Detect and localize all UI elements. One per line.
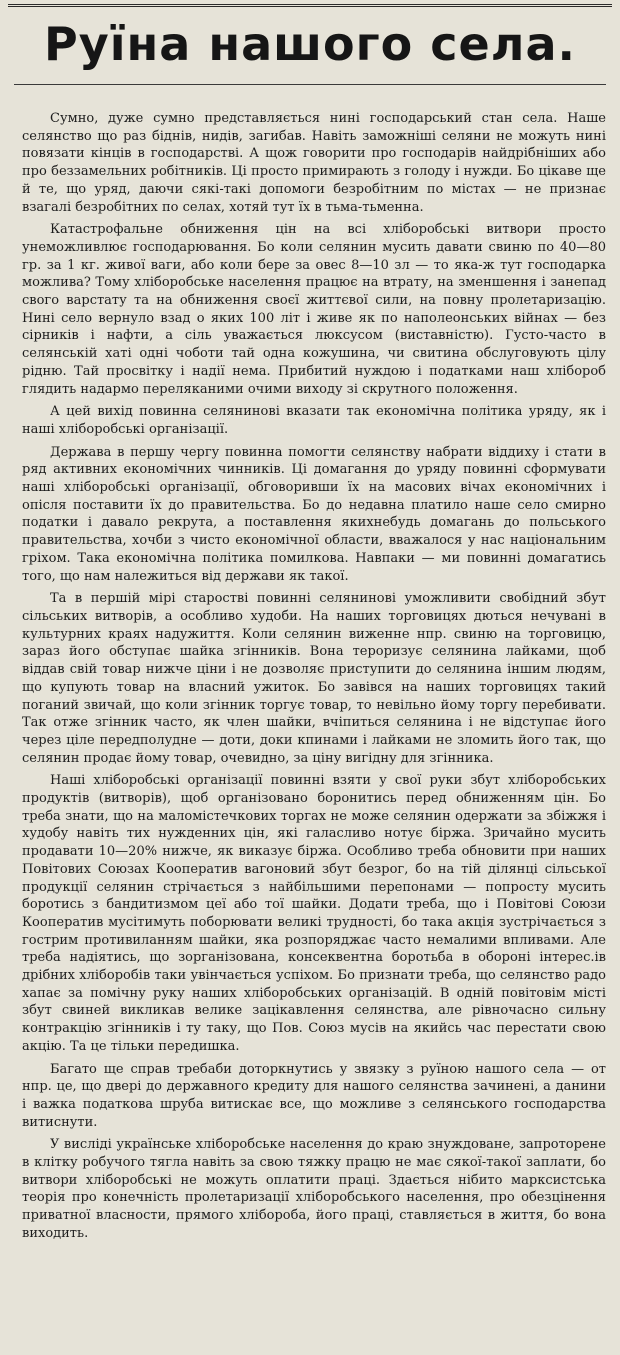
paragraph: А цей вихід повинна селянинові вказати так економічна політика уряду, як і наші хліборобські організації. [22,404,606,437]
paragraph: Катастрофальне обниження цін на всі хліборобські витвори просто унеможливлює господарювання. Бо коли селянин мусить давати свиню по 40—80 гр. за 1 кг. живої ваги, або коли бере за овес 8—10 зл — то яка-ж тут господарка можлива? Тому хліборобське населення працює на втрату, на зменшення і занепад свого варстату та на обниження своєї життєвої сили, на повну пролетаризацію. Нині село вернуло взад о яких 100 літ і живе як по наполеонських війнах — без сірників і нафти, а сіль уважається люксусом (виставністю). Густо-часто в селянській хаті одні чоботи тай одна кожушина, чи свитина обслуговують цілу рідню. Тай просвітку і надії нема. Прибитий нуждою і податками наш хлібороб глядить надармо переляканими очими виходу зі скрутного положення. [22,222,606,397]
article-title: Руїна нашого села. [44,17,576,71]
paragraph: Багато ще справ требаби доторкнутись у звязку з руїною нашого села — от нпр. це, що двері до державного кредиту для нашого селянства зачинені, а данини і важка податкова шруба витискає все, що можливе з селянського господарства витиснути. [22,1061,606,1130]
paragraph: Наші хліборобські організації повинні взяти у свої руки збут хліборобських продуктів (витворів), щоб організовано боронитись перед обниженням цін. Бо треба знати, що на маломістечкових торгах не може селянин одержати за збіжжя і худобу навіть тих нужденних цін, які галасливо нотує біржа. Зричайно мусить продавати 10—20% нижче, як виказує біржа. Особливо треба обновити при наших Повітових Союзах Кооператив вагоновий збут безрог, бо на тій ділянці сільської продукції селянин стрічається з найбільшими перепонами — попросту мусить боротись з бандитизмом цеї або тої шайки. Додати треба, що і Повітові Союзи Кооператив мусітимуть поборювати великі трудності, бо така акція зустрічається з гострим противиланням шайки, яка розпоряджає часто немалими впливами. Але треба надіятись, що зорганізована, консеквентна боротьба в обороні інтерес.ів дрібних хліборобів таки увінчається успіхом. Бо признати треба, що селянство радо хапає за помічну руку наших хліборобських організацій. В одній повітовім місті збут свиней викликав велике зацікавлення селянства, але рівночасно сильну контракцію згінників і ту таку, що Пов. Союз мусів на якийсь час перестати свою акцію. Та це тільки передишка. [22,773,606,1054]
top-rule [8,4,612,7]
paragraph: Держава в першу чергу повинна помогти селянству набрати віддиху і стати в ряд активних економічних чинників. Ці домагання до уряду повинні сформувати наші хліборобські організації, обговоривши їх на масових вічах економічних і опісля поставити їх до правительства. Бо до недавна платило наше село смирно податки і давало рекрута, а поставлення якихнебудь домагань до польського правительства, хочби з чисто економічної области, вважалося у нас національним гріхом. Така економічна політика помилкова. Навпаки — ми повинні домагатись того, що нам належиться від держави як такої. [22,444,606,584]
paragraph: У висліді українське хліборобське населення до краю знуждоване, запроторене в клітку робучого тягла навіть за свою тяжку працю не має сякої-такої заплати, бо витвори хліборобські не можуть оплатити праці. Здається нібито марксистська теорія про конечність пролетаризації хліборобського населення, про обезцінення приватної власности, прямого хлібороба, його праці, ставляється в життя, бо вона виходить. [22,1137,606,1241]
title-divider [14,84,606,85]
article-body [22,110,606,1243]
paragraph: Та в першій мірі старостві повинні селянинові уможливити свобідний збут сільських витворів, а особливо худоби. На наших торговицях дються нечувані в культурних краях надужиття. Коли селянин виженне нпр. свиню на торговицю, зараз його обступає шайка згінників. Вона тероризує селянина лайками, щоб віддав свій товар нижче ціни і не дозволяє приступити до селянина іншим людям, що купують товар на власний ужиток. Бо завівся на наших торговицях такий поганий звичай, що коли згінник торгує товар, то невільно йому торгу перебивати. Так отже згінник часто, як член шайки, вчіпиться селянина і не відступає його через ціле передполудне — доти, доки кпинами і лайками не зломить його так, що селянин продає йому товар, очевидно, за ціну вигідну для згінника. [22,591,606,766]
paragraph: Сумно, дуже сумно представляється нині господарський стан села. Наше селянство що раз біднів, нидів, загибав. Навіть заможніші селяни не можуть нині повязати кінців в господарстві. А щож говорити про господарів найдрібніших або про беззамельних робітників. Ці просто примирають з голоду і нужди. Бо цікаве ще й те, що уряд, даючи сякі-такі допомоги безробітним по містах — не признає взагалі безробітних по селах, хотяй тут їх в тьма-тьменна. [22,111,606,215]
